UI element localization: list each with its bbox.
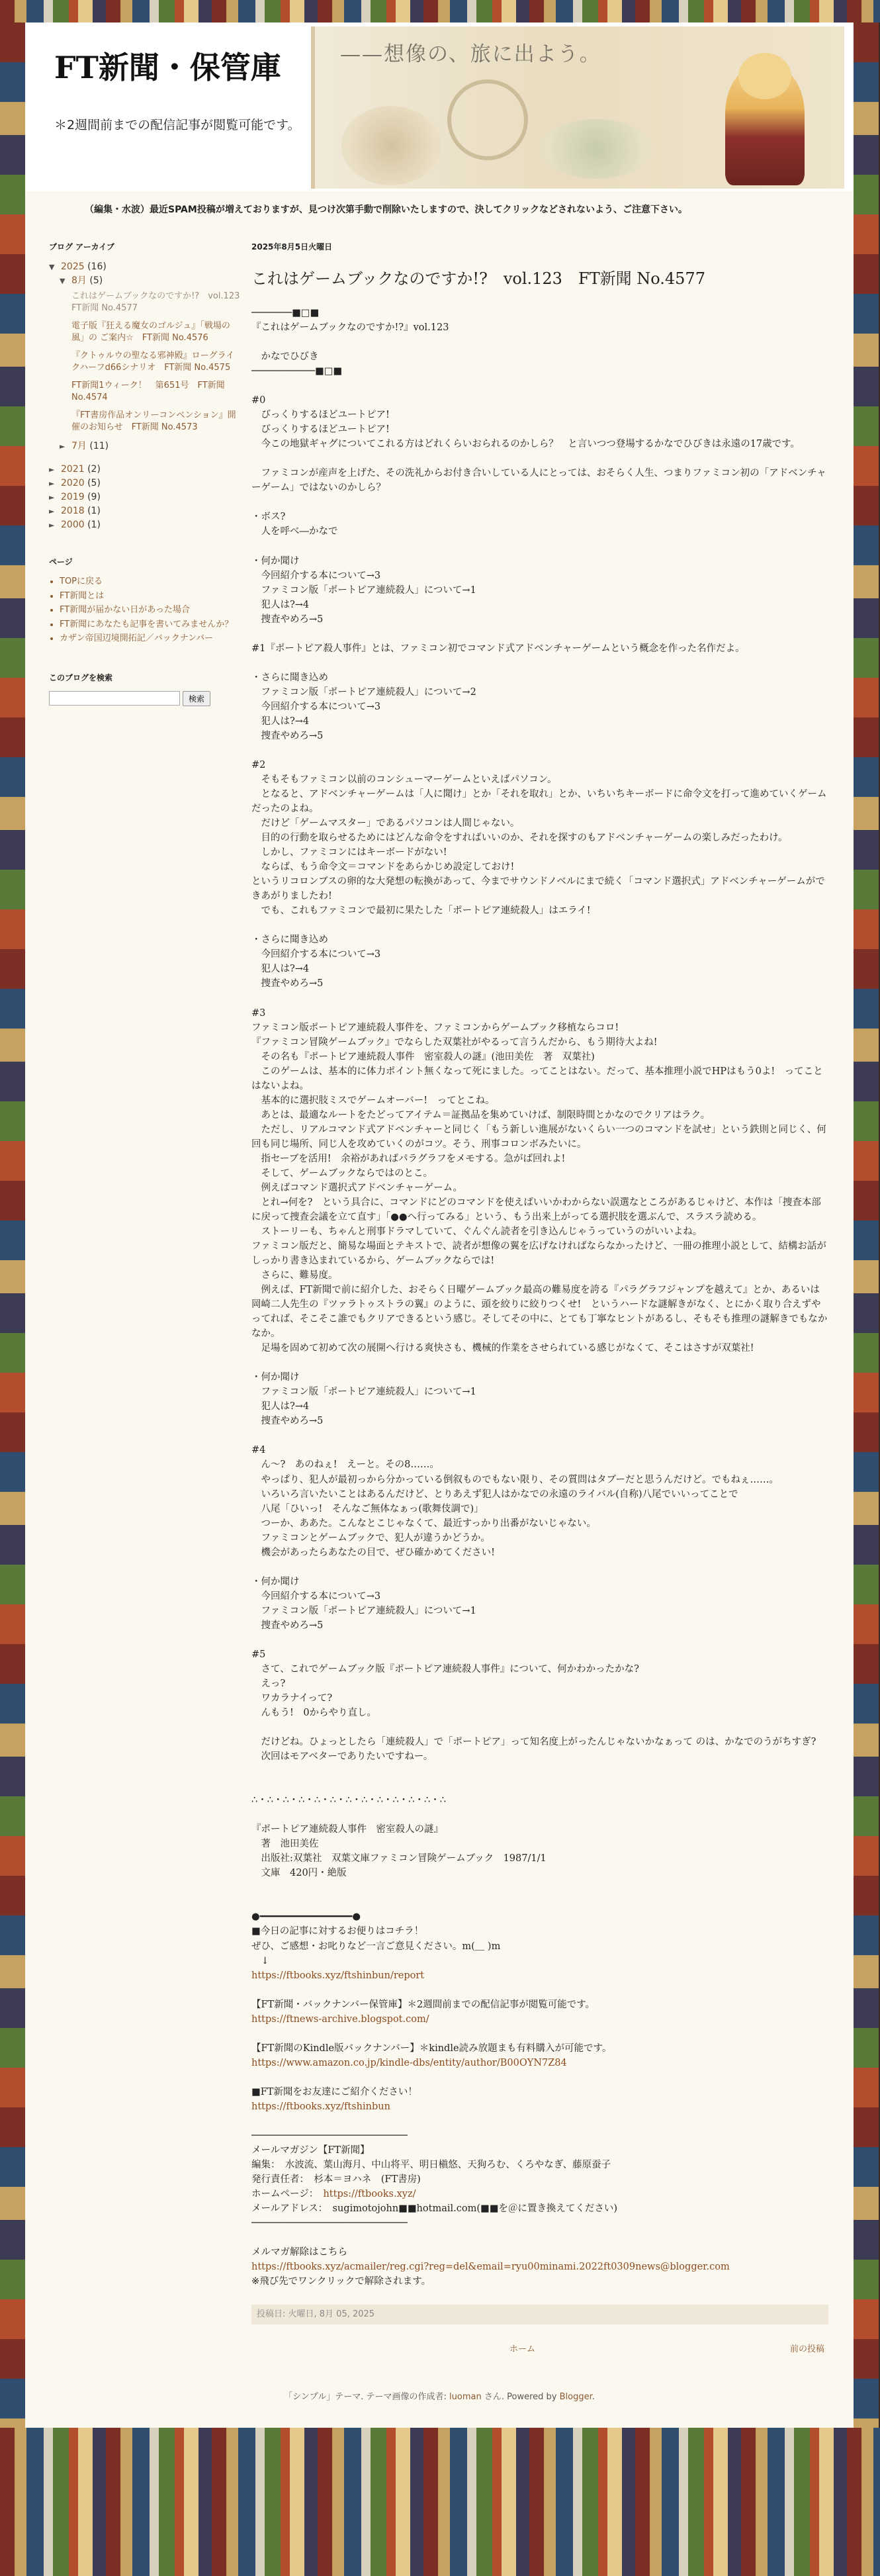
header-illustration <box>311 26 844 189</box>
blog-page <box>25 23 854 2428</box>
art-character-head <box>738 53 791 99</box>
archive-post-link[interactable]: 電子版『狂える魔女のゴルジュ』「戦場の風」の ご案内☆ FT新聞 No.4576 <box>71 321 230 343</box>
expand-toggle-icon[interactable]: ► <box>49 479 55 488</box>
archive-month-jul[interactable] <box>49 439 241 453</box>
post-navigation <box>251 2336 828 2376</box>
art-gear-shape <box>447 79 528 160</box>
home-link[interactable]: ホーム <box>509 2344 536 2355</box>
post-date: 2025年8月5日火曜日 <box>251 242 333 252</box>
archive-year-2018[interactable] <box>49 504 241 518</box>
page-link[interactable]: • FT新聞が届かない日があった場合 <box>60 604 241 617</box>
post-text: ※飛び先でワンクリックで解除されます。 <box>251 2276 431 2287</box>
archive-year-link[interactable]: 2018 <box>61 506 85 517</box>
page-link[interactable]: • FT新聞にあなたも記事を書いてみませんか？ <box>60 618 241 631</box>
art-tree-shape <box>540 119 652 179</box>
post-text: 【FT新聞・バックナンバー保管庫】＊2週間前までの配信記事が閲覧可能です。 <box>251 1999 595 2010</box>
art-machine-shape <box>341 106 441 185</box>
search-widget <box>49 672 241 706</box>
homepage-link[interactable]: https://ftbooks.xyz/ <box>323 2189 416 2200</box>
post-text: ─────────────────────────── メールマガジン【FT新聞】 編集： 水波流、葉山海月、中山将平、明日槇悠、天狗ろむ、くろやなぎ、藤原蚕子 発行責任者： 杉本＝ヨハネ (FT書房) ホームページ： <box>251 2130 611 2200</box>
pages-list <box>49 575 241 645</box>
archive-year-link[interactable]: 2000 <box>61 520 85 531</box>
archive-post-link[interactable]: これはゲームブックなのですか!? vol.123 FT新聞 No.4577 <box>71 291 249 313</box>
page-link[interactable]: • FT新聞とは <box>60 590 241 603</box>
site-title[interactable]: FT新聞・保管庫 <box>54 50 281 85</box>
archive-count: (9) <box>87 492 101 503</box>
archive-year-2021[interactable] <box>49 463 241 477</box>
expand-toggle-icon[interactable]: ▼ <box>49 263 55 271</box>
archive-month-link[interactable]: 8月 <box>71 275 87 286</box>
site-description: ＊2週間前までの配信記事が閲覧可能です。 <box>54 118 300 132</box>
search-box <box>49 691 241 706</box>
spam-notice: （編集・水波）最近SPAM投稿が増えておりますが、見つけ次第手動で削除いたしますので、決してクリックなどされないよう、ご注意下さい。 <box>85 205 687 215</box>
archive-month-link[interactable]: 7月 <box>71 441 87 452</box>
expand-toggle-icon[interactable]: ► <box>49 465 55 475</box>
pages-widget <box>49 556 241 645</box>
background-bookshelf-right <box>854 23 879 2428</box>
archive-count: (16) <box>87 261 107 272</box>
report-link[interactable]: https://ftbooks.xyz/ftshinbun/report <box>251 1970 425 1981</box>
archive-year-link[interactable]: 2020 <box>61 478 85 489</box>
archive-heading: ブログ アーカイブ <box>49 242 114 252</box>
archive-year-link[interactable]: 2021 <box>61 464 85 475</box>
pages-heading: ページ <box>49 557 73 567</box>
background-bookshelf-bottom <box>0 2428 880 2576</box>
older-post-link[interactable]: 前の投稿 <box>789 2344 824 2355</box>
archive-year-2020[interactable] <box>49 477 241 490</box>
archive-count: (1) <box>87 520 101 531</box>
header-tagline: ——想像の、旅に出よう。 <box>340 42 601 66</box>
post-text: 【FT新聞のKindle版バックナンバー】＊kindle読み放題まも有料購入が可能です。 <box>251 2043 612 2054</box>
archive-year-2000[interactable] <box>49 518 241 532</box>
expand-toggle-icon[interactable]: ► <box>49 493 55 502</box>
expand-toggle-icon[interactable]: ▼ <box>60 277 66 285</box>
unsubscribe-link[interactable]: https://ftbooks.xyz/acmailer/reg.cgi?reg=del&email=ryu00minami.2022ft0309news@blogger.com <box>251 2262 730 2273</box>
archive-year-2025[interactable] <box>49 260 241 274</box>
archive-year-link[interactable]: 2019 <box>61 492 85 503</box>
archive-year-link[interactable]: 2025 <box>61 261 85 272</box>
post-title[interactable]: これはゲームブックなのですか!? vol.123 FT新聞 No.4577 <box>251 269 705 288</box>
archive-post-list <box>49 291 249 433</box>
kindle-link[interactable]: https://www.amazon.co.jp/kindle-dbs/entity/author/B00OYN7Z84 <box>251 2057 567 2068</box>
shinbun-link[interactable]: https://ftbooks.xyz/ftshinbun <box>251 2101 390 2112</box>
sidebar <box>49 241 249 706</box>
blogger-link[interactable]: Blogger <box>559 2392 592 2402</box>
archive-post-link[interactable]: FT新聞1ウィーク！ 第651号 FT新聞 No.4574 <box>71 381 225 402</box>
archive-count: (11) <box>89 441 109 452</box>
main-content <box>251 241 828 2376</box>
archive-link[interactable]: https://ftnews-archive.blogspot.com/ <box>251 2013 429 2025</box>
archive-count: (5) <box>89 275 103 286</box>
archive-post-link[interactable]: 『FT書房作品オンリーコンベンション』開催のお知らせ FT新聞 No.4573 <box>71 410 236 432</box>
archive-widget <box>49 241 249 532</box>
expand-toggle-icon[interactable]: ► <box>60 442 66 451</box>
background-bookshelf-top <box>0 0 880 23</box>
page-link[interactable]: • TOPに戻る <box>60 575 241 588</box>
archive-count: (2) <box>87 464 101 475</box>
expand-toggle-icon[interactable]: ► <box>49 521 55 530</box>
archive-post-link[interactable]: 『クトゥルウの聖なる邪神殿』ローグライクハーフd66シナリオ FT新聞 No.4575 <box>71 351 235 373</box>
post-body <box>251 306 828 2289</box>
search-heading: このブログを検索 <box>49 672 113 682</box>
archive-year-2019[interactable] <box>49 490 241 504</box>
blog-header <box>25 23 854 191</box>
archive-count: (5) <box>87 478 101 489</box>
credit-text: . <box>592 2392 595 2402</box>
post-footer: 投稿日: 火曜日, 8月 05, 2025 <box>251 2305 828 2324</box>
post-text: ───────■□■ 『これはゲームブックなのですか!?』vol.123 かなでひびき ───────────■□■ #0 びっくりするほどユートピア! びっくりするほどユートピア! 今この地獄ギャグについてこれる方はどれくらいおられるのかしら？ と言いつつ登場するかなでひびきは永遠の17歳です。 ファミコンが産声を上げた、その洗礼からお付き合いしている人にとっては、おそらく人生、つまりファミコン初の「アドベンチャーゲーム」ではないのかしら？ ・ボス? 人を呼べ―かなで ・何か聞け 今回紹介する本について→3 ファミコン版「ポートピア連続殺人」について→1 犯人は?→4 捜査やめろ→5 #1『ポートピア殺人事件』とは、ファミコン初でコマンド式アドベンチャーゲームという概念を作った名作だよ。 ・さらに聞き込め ファミコン版「ポートピア連続殺人」について→2 今回紹介する本について→3 犯人は?→4 捜査やめろ→5 #2 そもそもファミコン以前のコンシューマーゲームといえばパソコン。 となると、アドベンチャーゲームは「人に聞け」とか「それを取れ」とか、いちいちキーボードに命令文を打って進めていくゲームだったのよね。 だけど「ゲームマスター」であるパソコンは人間じゃない。 目的の行動を取らせるためにはどんな命令をすればいいのか、それを探すのもアドベンチャーゲームの楽しみだったわけ。 しかし、ファミコンにはキーボードがない! ならば、もう命令文＝コマンドをあらかじめ設定しておけ! というリコロンブスの卵的な大発想の転換があって、今までサウンドノベルにまで続く「コマンド選択式」アドベンチャーゲームができあがりましたわ! でも、これもファミコンで最初に果たした「ポートピア連続殺人」はエライ! ・さらに聞き込め 今回紹介する本について→3 犯人は?→4 捜査やめろ→5 #3 ファミコン版ポートピア連続殺人事件を、ファミコンからゲームブック移植ならコロ! 『ファミコン冒険ゲームブック』でならした双葉社がやるって言うんだから、もう期待大よね! その名も『ポートピア連続殺人事件 密室殺人の謎』(池田美佐 著 双葉社) このゲームは、基本的に体力ポイント無くなって死にました。ってことはない。だって、基本推理小説でHPはもう0よ! ってことはないよね。 基本的に選択肢ミスでゲームオーバー! ってとこね。 あとは、最適なルートをたどってアイテム＝証拠品を集めていけば、制限時間とかなのでクリアはラク。 ただし、リアルコマンド式アドベンチャーと同じく「もう新しい進展がないくらい一つのコマンドを試せ」という鉄則と同じく、何回も同じ場所、同じ人を攻めていくのがコツ。そう、刑事コロンボみたいに。 指セーブを活用! 余裕があればパラグラフをメモする。急がば回れよ! そして、ゲームブックならではのとこ。 例えばコマンド選択式アドベンチャーゲーム。 とれ→何を? という具合に、コマンドにどのコマンドを使えばいいかわからない誤選なところがあるじゃけど、本作は「捜査本部に戻って捜査会議を立て直す」「●●へ行ってみる」という、もう出来上がってる選択肢を選ぶんで、スラスラ読める。 ストーリーも、ちゃんと刑事ドラマしていて、ぐんぐん読者を引き込んじゃうっていうのがいいよね。 ファミコン版だと、簡易な場面とテキストで、読者が想像の翼を広げなければならなかったけど、一冊の推理小説として、結構お話がしっかり書き込まれているから、ゲームブックならでは! さらに、難易度。 例えば、FT新聞で前に紹介した、おそらく日曜ゲームブック最高の難易度を誇る『パラグラフジャンプを越えて』とか、あるいは岡崎二人先生の『ツァラトゥストラの翼』のように、頭を絞りに絞りつくせ! というハードな謎解きがなく、とにかく取り合えずやってれば、そこそこ誰でもクリアできるという感じ。そしてその中に、とても丁寧なヒントがあるし、そもそも推理の謎解きでもなかなか。 足場を固めて初めて次の展開へ行ける爽快さも、機械的作業をさせられている感じがなくて、そこはさすが双葉社! ・何か聞け ファミコン版「ポートピア連続殺人」について→1 犯人は?→4 捜査やめろ→5 #4 ん〜? あのねぇ! えーと。その8……。 やっぱり、犯人が最初っから分かっている倒叙ものでもない限り、その質問はタブーだと思うんだけど。でもねぇ……。 いろいろ言いたいことはあるんだけど、とりあえず犯人はかなでの永遠のライバル(自称)八尾でいいってことで 八尾「ひいっ! そんなご無体なぁっ(歌舞伎調で)」 つーか、ああた。こんなとこじゃなくて、最近すっかり出番がないじゃない。 ファミコンとゲームブックで、犯人が違うかどうか。 機会があったらあなたの目で、ぜひ確かめてください! ・何か聞け 今回紹介する本について→3 ファミコン版「ポートピア連続殺人」について→1 捜査やめろ→5 #5 さて、これでゲームブック版『ポートピア連続殺人事件』について、何かわかったかな? えっ? ワカラナイって? んもう! 0からやり直し。 だけどね。ひょっとしたら「連続殺人」で「ポートピア」って知名度上がったんじゃないかなぁって のは、かなでのうがちすぎ? 次回はモアベターでありたいですねー。 ∴・∴・∴・∴・∴・∴・∴・∴・∴・∴・∴・∴・∴ 『ポートピア連続殺人事件 密室殺人の謎』 著 池田美佐 出版社:双葉社 双葉文庫ファミコン冒険ゲームブック 1987/1/1 文庫 420円・絶版 ●━━━━━━━━━━━━━━━━● ■今日の記事に対するお便りはコチラ！ ぜひ、ご感想・お叱りなど一言ご意見ください。m(＿ )m ↓ <box>251 308 828 1966</box>
theme-credit <box>25 2389 854 2402</box>
archive-count: (1) <box>87 506 101 517</box>
expand-toggle-icon[interactable]: ► <box>49 507 55 516</box>
archive-month-aug[interactable] <box>49 274 241 288</box>
credit-author-link[interactable]: luoman <box>449 2392 482 2402</box>
credit-text: 「シンプル」テーマ. テーマ画像の作成者: <box>284 2392 450 2402</box>
search-button[interactable]: 検索 <box>183 691 210 706</box>
search-input[interactable] <box>49 691 180 706</box>
credit-text: さん. Powered by <box>481 2392 560 2402</box>
background-bookshelf-left <box>0 23 25 2428</box>
post-text: メールアドレス： sugimotojohn■■hotmail.com(■■を＠に置き換えてください) ─────────────────────────── メルマガ解除はこちら <box>251 2203 618 2258</box>
page-link[interactable]: • カザン帝国辺境開拓記／バックナンバー <box>60 632 241 645</box>
post-text: ■FT新聞をお友達にご紹介ください！ <box>251 2086 418 2097</box>
